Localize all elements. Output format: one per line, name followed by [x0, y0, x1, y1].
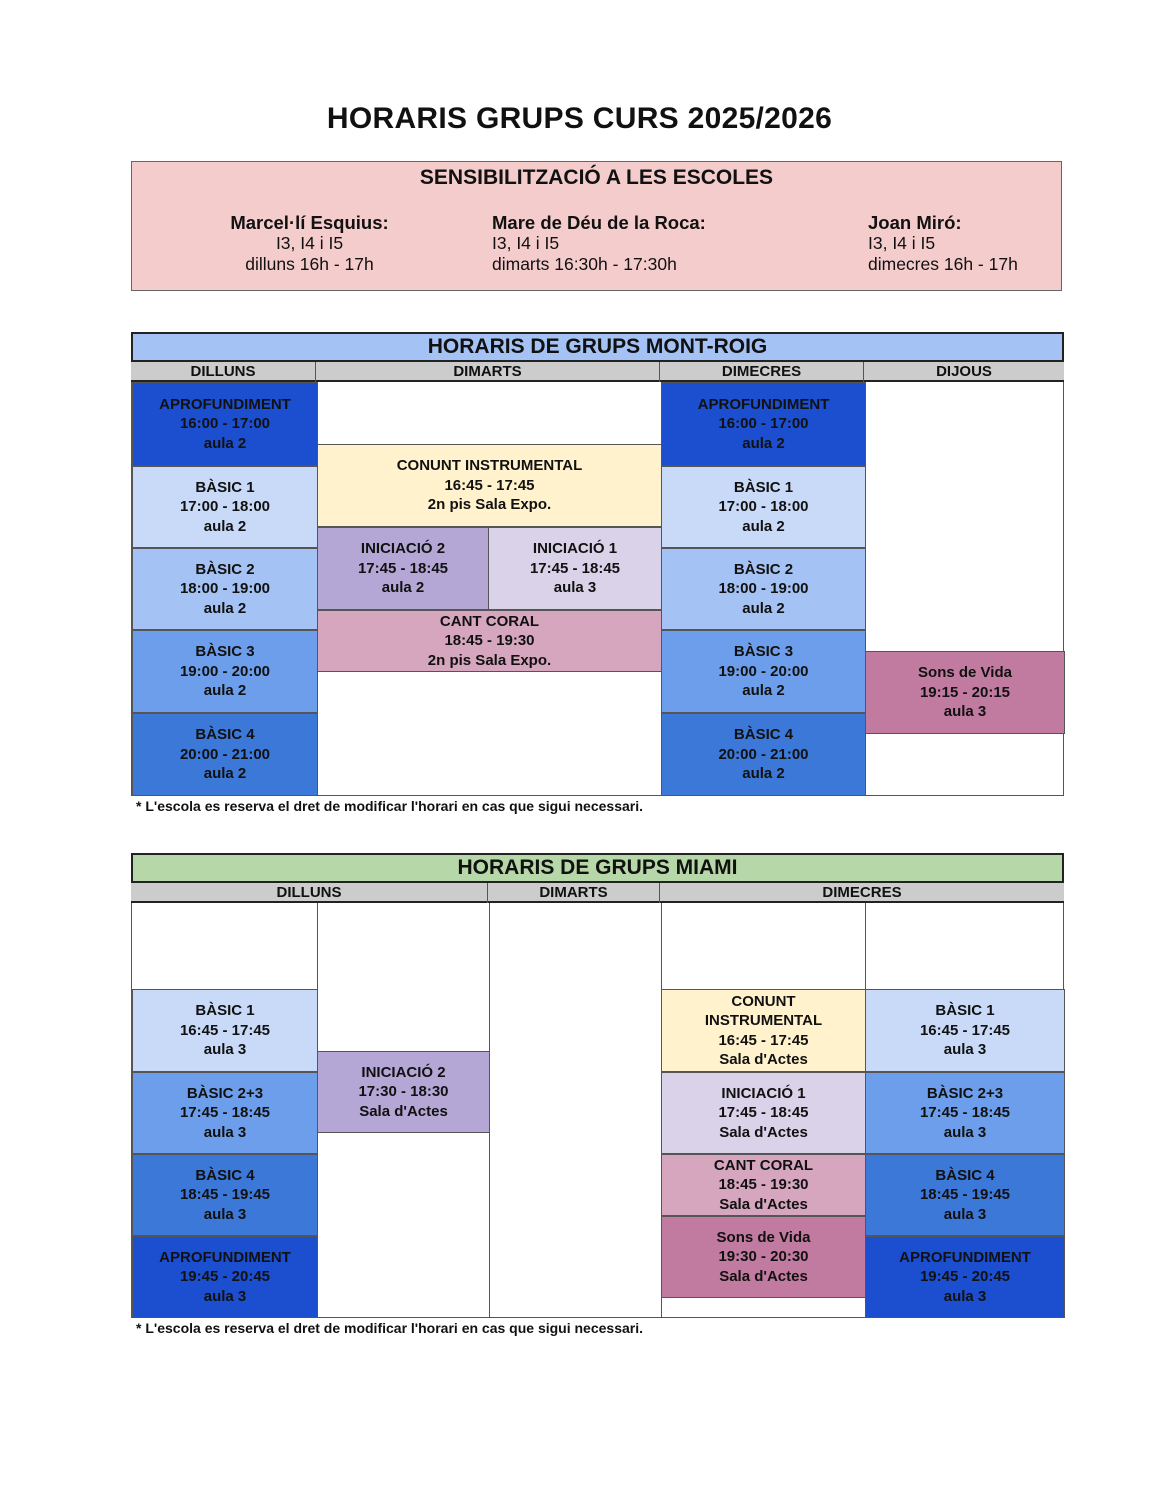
- miami-schedule: [131, 853, 1064, 1318]
- class-name: BÀSIC 1: [195, 478, 255, 496]
- class-block: [661, 989, 866, 1072]
- class-room: aula 3: [943, 1287, 987, 1305]
- class-room: aula 3: [203, 1041, 247, 1059]
- class-block: [865, 989, 1065, 1072]
- class-time: 20:00 - 21:00: [179, 745, 271, 763]
- class-block: [661, 382, 866, 466]
- school-marcelli: [202, 212, 417, 275]
- class-name: CONUNT INSTRUMENTAL: [396, 457, 583, 475]
- class-room: aula 2: [742, 434, 785, 452]
- sensibilitzacio-title: SENSIBILITZACIÓ A LES ESCOLES: [419, 166, 774, 189]
- miami-day-row: [131, 883, 1064, 903]
- class-room: aula 3: [553, 579, 597, 597]
- class-time: 19:45 - 20:45: [919, 1268, 1011, 1286]
- school-groups: I3, I4 i I5: [275, 233, 344, 253]
- class-time: 19:15 - 20:15: [919, 683, 1011, 701]
- page-title: HORARIS GRUPS CURS 2025/2026: [326, 102, 833, 135]
- day-dimarts: DIMARTS: [488, 883, 660, 903]
- class-block: [132, 382, 318, 466]
- class-block: [317, 527, 489, 610]
- miami-note: * L'escola es reserva el dret de modificar l'horari en cas que sigui necessari.: [136, 1320, 644, 1336]
- class-room: 2n pis Sala Expo.: [427, 651, 552, 669]
- class-name: BÀSIC 3: [733, 643, 794, 661]
- sensibilitzacio-box: [131, 161, 1062, 291]
- class-name: BÀSIC 1: [935, 1002, 995, 1020]
- day-dilluns: DILLUNS: [131, 362, 316, 382]
- school-groups: I3, I4 i I5: [868, 233, 936, 253]
- class-name: BÀSIC 4: [195, 1166, 255, 1184]
- class-time: 16:45 - 17:45: [444, 476, 535, 494]
- class-time: 19:00 - 20:00: [179, 662, 271, 680]
- school-name: Joan Miró:: [868, 212, 962, 233]
- class-block: [132, 989, 318, 1072]
- class-block: [661, 630, 866, 713]
- class-name: BÀSIC 1: [195, 1002, 255, 1020]
- class-room: aula 3: [203, 1123, 247, 1141]
- class-name: INICIACIÓ 2: [360, 540, 446, 558]
- class-room: aula 2: [203, 682, 247, 700]
- school-time: dilluns 16h - 17h: [245, 254, 374, 274]
- school-joan-miro: [868, 212, 1018, 275]
- day-dijous: DIJOUS: [936, 363, 992, 380]
- class-time: 16:45 - 17:45: [718, 1031, 809, 1049]
- class-time: 17:45 - 18:45: [718, 1104, 809, 1122]
- class-room: aula 3: [943, 1123, 987, 1141]
- class-name: BÀSIC 2+3: [186, 1084, 264, 1102]
- class-room: Sala d'Actes: [719, 1195, 808, 1213]
- class-time: 16:00 - 17:00: [179, 415, 271, 433]
- class-time: 17:45 - 18:45: [529, 559, 621, 577]
- class-room: aula 2: [742, 765, 785, 783]
- class-time: 20:00 - 21:00: [718, 745, 809, 763]
- miami-grid: [131, 903, 1064, 1318]
- class-room: aula 2: [203, 434, 247, 452]
- montroig-note: * L'escola es reserva el dret de modificar l'horari en cas que sigui necessari.: [136, 798, 644, 814]
- class-time: 18:00 - 19:00: [718, 580, 809, 598]
- class-name: BÀSIC 4: [935, 1166, 995, 1184]
- class-time: 18:45 - 19:45: [179, 1186, 271, 1204]
- day-dilluns: DILLUNS: [131, 883, 488, 903]
- class-name: CONUNT INSTRUMENTAL: [704, 992, 823, 1029]
- class-time: 17:45 - 18:45: [357, 559, 449, 577]
- class-block: [661, 1154, 866, 1216]
- class-name: INICIACIÓ 1: [532, 540, 618, 558]
- montroig-title: HORARIS DE GRUPS MONT-ROIG: [131, 332, 1064, 362]
- class-name: BÀSIC 1: [733, 478, 794, 496]
- class-block: [488, 527, 662, 610]
- school-name: Mare de Déu de la Roca:: [492, 212, 706, 233]
- class-name: INICIACIÓ 2: [361, 1063, 446, 1081]
- montroig-day-row: [131, 362, 1064, 382]
- class-block: [317, 444, 662, 527]
- class-room: aula 3: [943, 703, 987, 721]
- class-time: 17:45 - 18:45: [179, 1104, 271, 1122]
- day-dimarts: DIMARTS: [316, 362, 660, 382]
- class-name: CANT CORAL: [713, 1156, 814, 1174]
- class-room: Sala d'Actes: [719, 1267, 808, 1285]
- class-name: APROFUNDIMENT: [899, 1248, 1031, 1266]
- class-name: Sons de Vida: [716, 1228, 811, 1246]
- class-room: Sala d'Actes: [719, 1123, 808, 1141]
- class-block: [132, 466, 318, 548]
- class-room: aula 3: [943, 1041, 987, 1059]
- class-block: [661, 713, 866, 796]
- class-name: APROFUNDIMENT: [697, 395, 830, 413]
- class-block: [865, 1236, 1065, 1318]
- day-dimecres: DIMECRES: [660, 362, 864, 382]
- class-name: BÀSIC 4: [733, 726, 794, 744]
- school-mare-deu: [492, 212, 706, 275]
- class-name: Sons de Vida: [918, 664, 1012, 682]
- class-name: BÀSIC 2+3: [926, 1084, 1004, 1102]
- class-time: 18:00 - 19:00: [179, 580, 271, 598]
- class-time: 17:00 - 18:00: [718, 498, 809, 516]
- class-room: aula 2: [742, 599, 785, 617]
- class-block: [132, 548, 318, 630]
- class-time: 18:45 - 19:30: [444, 632, 535, 650]
- class-block: [132, 1072, 318, 1154]
- class-block: [661, 548, 866, 630]
- class-block: [661, 1072, 866, 1154]
- class-room: aula 2: [742, 517, 785, 535]
- class-time: 18:45 - 19:30: [718, 1176, 809, 1194]
- class-room: aula 2: [203, 765, 247, 783]
- class-room: aula 3: [203, 1287, 247, 1305]
- class-room: Sala d'Actes: [359, 1102, 448, 1120]
- class-name: INICIACIÓ 1: [721, 1084, 806, 1102]
- class-room: Sala d'Actes: [719, 1051, 808, 1068]
- class-block: [865, 1154, 1065, 1236]
- class-room: 2n pis Sala Expo.: [427, 496, 552, 514]
- class-room: aula 2: [203, 599, 247, 617]
- class-name: APROFUNDIMENT: [159, 1248, 291, 1266]
- class-block: [132, 713, 318, 796]
- class-block: [661, 1216, 866, 1298]
- class-time: 17:45 - 18:45: [919, 1104, 1011, 1122]
- class-name: APROFUNDIMENT: [159, 395, 291, 413]
- class-time: 19:30 - 20:30: [718, 1248, 809, 1266]
- class-block: [317, 1051, 490, 1133]
- montroig-schedule: [131, 332, 1064, 796]
- class-room: aula 2: [742, 682, 785, 700]
- class-name: BÀSIC 4: [195, 726, 255, 744]
- class-name: BÀSIC 2: [195, 560, 255, 578]
- class-time: 19:45 - 20:45: [179, 1268, 271, 1286]
- school-time: dimarts 16:30h - 17:30h: [492, 254, 677, 274]
- class-room: aula 3: [203, 1205, 247, 1223]
- class-block: [661, 466, 866, 548]
- class-time: 19:00 - 20:00: [718, 662, 809, 680]
- class-time: 16:45 - 17:45: [919, 1021, 1011, 1039]
- class-time: 16:00 - 17:00: [718, 415, 809, 433]
- school-groups: I3, I4 i I5: [492, 233, 560, 253]
- class-room: aula 2: [381, 579, 425, 597]
- class-name: CANT CORAL: [439, 612, 540, 630]
- class-time: 18:45 - 19:45: [919, 1186, 1011, 1204]
- school-time: dimecres 16h - 17h: [868, 254, 1018, 274]
- class-time: 16:45 - 17:45: [179, 1021, 271, 1039]
- class-block: [132, 1154, 318, 1236]
- day-dimecres: DIMECRES: [822, 884, 902, 901]
- class-time: 17:30 - 18:30: [358, 1083, 449, 1101]
- class-time: 17:00 - 18:00: [179, 498, 271, 516]
- class-name: BÀSIC 3: [195, 643, 255, 661]
- class-room: aula 3: [943, 1205, 987, 1223]
- class-name: BÀSIC 2: [733, 560, 794, 578]
- class-room: aula 2: [203, 517, 247, 535]
- class-block: [132, 630, 318, 713]
- class-block: [865, 651, 1065, 734]
- class-block: [132, 1236, 318, 1318]
- montroig-grid: [131, 382, 1064, 796]
- class-block: [865, 1072, 1065, 1154]
- class-block: [317, 610, 662, 672]
- miami-title: HORARIS DE GRUPS MIAMI: [131, 853, 1064, 883]
- school-name: Marcel·lí Esquius:: [230, 212, 389, 233]
